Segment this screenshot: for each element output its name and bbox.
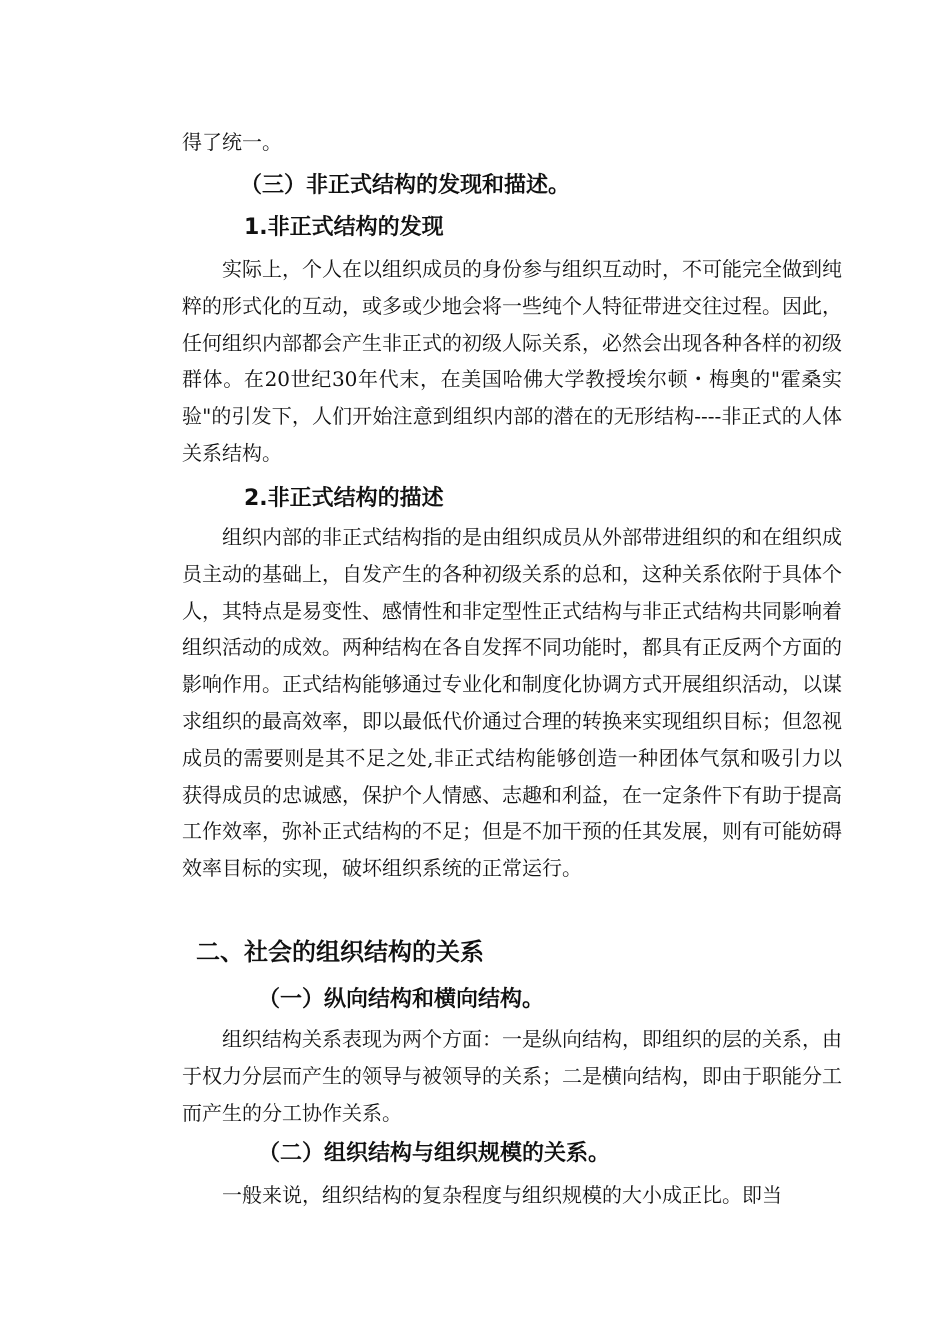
- subsection-heading-1: 1.非正式结构的发现: [244, 215, 444, 240]
- subsection-heading-2: 2.非正式结构的描述: [244, 486, 444, 511]
- section-heading-3: （三）非正式结构的发现和描述。: [240, 173, 571, 198]
- paragraph-structure-scale: 一般来说，组织结构的复杂程度与组织规模的大小成正比。即当: [222, 1183, 782, 1207]
- section-heading-1: （一）纵向结构和横向结构。: [258, 987, 545, 1012]
- section-heading-2: （二）组织结构与组织规模的关系。: [258, 1141, 611, 1166]
- paragraph-vertical-horizontal: 组织结构关系表现为两个方面：一是纵向结构，即组织的层的关系，由于权力分层而产生的领导与被领导的关系；二是横向结构，即由于职能分工而产生的分工协作关系。: [182, 1027, 842, 1125]
- chapter-heading-two: 二、社会的组织结构的关系: [196, 938, 484, 966]
- paragraph-informal-discovery: 实际上，个人在以组织成员的身份参与组织互动时，不可能完全做到纯粹的形式化的互动，或多或少地会将一些纯个人特征带进交往过程。因此，任何组织内部都会产生非正式的初级人际关系，必然会出现各种各样的初级群体。在20世纪30年代末，在美国哈佛大学教授埃尔顿・梅奥的"霍桑实验"的引发下，人们开始注意到组织内部的潜在的无形结构----非正式的人体关系结构。: [182, 257, 842, 465]
- paragraph-informal-description: 组织内部的非正式结构指的是由组织成员从外部带进组织的和在组织成员主动的基础上，自发产生的各种初级关系的总和，这种关系依附于具体个人，其特点是易变性、感情性和非定型性正式结构与非正式结构共同影响着组织活动的成效。两种结构在各自发挥不同功能时，都具有正反两个方面的影响作用。正式结构能够通过专业化和制度化协调方式开展组织活动，以谋求组织的最高效率，即以最低代价通过合理的转换来实现组织目标；但忽视成员的需要则是其不足之处,非正式结构能够创造一种团体气氛和吸引力以获得成员的忠诚感，保护个人情感、志趣和利益，在一定条件下有助于提高工作效率，弥补正式结构的不足；但是不加干预的任其发展，则有可能妨碍效率目标的实现，破坏组织系统的正常运行。: [182, 525, 842, 881]
- paragraph-continuation: 得了统一。: [182, 130, 282, 154]
